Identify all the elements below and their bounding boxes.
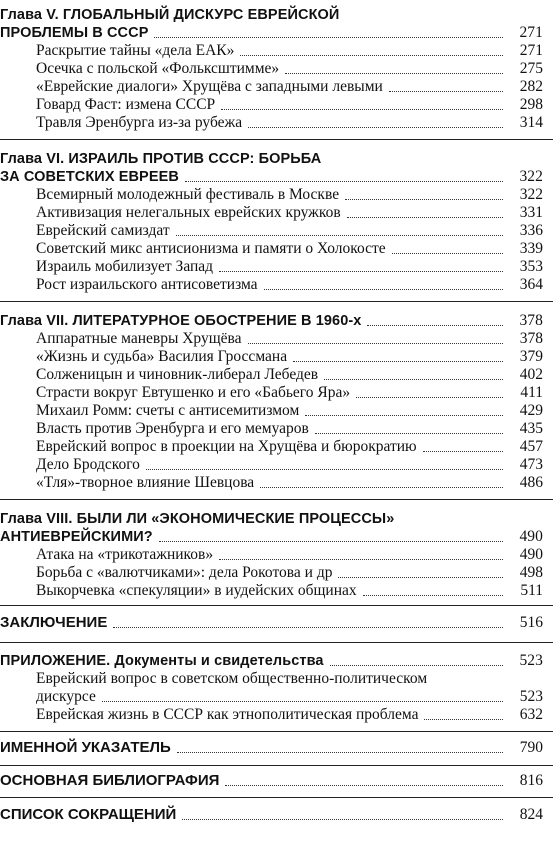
bibliography-title: ОСНОВНАЯ БИБЛИОГРАФИЯ (0, 772, 220, 789)
toc-entry[interactable] (0, 474, 553, 492)
dot-leader (154, 37, 503, 38)
abbreviations-heading[interactable] (0, 806, 553, 824)
conclusion-title: ЗАКЛЮЧЕНИЕ (0, 614, 108, 631)
toc-entry[interactable] (0, 240, 553, 258)
index-heading[interactable] (0, 739, 553, 757)
dot-leader (423, 451, 503, 452)
page-number: 379 (519, 348, 543, 365)
dot-leader (219, 271, 503, 272)
entry-label: «Еврейские диалоги» Хрущёва с западными левыми (36, 78, 383, 95)
toc-entry[interactable] (0, 438, 553, 456)
page-number: 353 (519, 258, 543, 275)
entry-label: Атака на «трикотажников» (36, 546, 214, 563)
dot-leader (159, 541, 503, 542)
page-number: 490 (519, 528, 543, 545)
entry-label: Советский микс антисионизма и памяти о Холокосте (36, 240, 386, 257)
entry-label: Еврейская жизнь в СССР как этнополитическая проблема (36, 706, 419, 723)
dot-leader (185, 181, 503, 182)
page-number: 339 (519, 240, 543, 257)
page-number: 298 (519, 96, 543, 113)
entry-label: «Жизнь и судьба» Василия Гроссмана (36, 348, 288, 365)
toc-entry[interactable] (0, 564, 553, 582)
page-number: 790 (519, 739, 543, 756)
toc-entry[interactable] (0, 546, 553, 564)
dot-leader (345, 199, 503, 200)
toc-entry[interactable] (0, 114, 553, 132)
dot-leader (315, 433, 503, 434)
page-number: 511 (520, 582, 543, 599)
page-number: 275 (519, 60, 543, 77)
entry-label: Дело Бродского (36, 456, 140, 473)
dot-leader (102, 701, 503, 702)
dot-leader (146, 469, 503, 470)
dot-leader (221, 109, 503, 110)
dot-leader (367, 325, 503, 326)
entry-label: Еврейский самиздат (36, 222, 170, 239)
appendix-heading[interactable] (0, 652, 553, 670)
appendix-item-1-line1: Еврейский вопрос в советском общественно-политическом (36, 670, 428, 687)
conclusion-heading[interactable] (0, 614, 553, 632)
section-divider (0, 642, 553, 643)
entry-label: Еврейский вопрос в проекции на Хрущёва и бюрократию (36, 438, 417, 455)
appendix-title: ПРИЛОЖЕНИЕ. Документы и свидетельства (0, 653, 324, 669)
page-number: 435 (519, 420, 543, 437)
page-number: 336 (519, 222, 543, 239)
dot-leader (182, 819, 503, 820)
dot-leader (240, 55, 503, 56)
chapter-7-title: Глава VII. ЛИТЕРАТУРНОЕ ОБОСТРЕНИЕ В 1960-х (0, 313, 362, 329)
page-number: 271 (519, 24, 543, 41)
page-number: 282 (519, 78, 543, 95)
toc-entry[interactable] (0, 688, 553, 706)
entry-label: Выкорчевка «спекуляции» в иудейских общинах (36, 582, 357, 599)
index-title: ИМЕННОЙ УКАЗАТЕЛЬ (0, 739, 171, 756)
toc-entry[interactable] (0, 42, 553, 60)
entry-label: Солженицын и чиновник-либерал Лебедев (36, 366, 319, 383)
toc-entry[interactable] (0, 384, 553, 402)
page-number: 378 (519, 312, 543, 329)
chapter-8-heading[interactable] (0, 528, 553, 546)
page-number: 364 (519, 276, 543, 293)
entry-label: Активизация нелегальных еврейских кружков (36, 204, 341, 221)
page-number: 473 (519, 456, 543, 473)
entry-label: Страсти вокруг Евтушенко и его «Бабьего Яра» (36, 384, 351, 401)
page-number: 411 (520, 384, 543, 401)
entry-label: Раскрытие тайны «дела ЕАК» (36, 42, 235, 59)
chapter-5-title-line1: Глава V. ГЛОБАЛЬНЫЙ ДИСКУРС ЕВРЕЙСКОЙ (0, 7, 340, 23)
entry-label: Говард Фаст: измена СССР (36, 96, 216, 113)
page-number: 429 (519, 402, 543, 419)
dot-leader (177, 752, 503, 753)
page-number: 516 (519, 614, 543, 631)
dot-leader (347, 217, 503, 218)
entry-label: Аппаратные маневры Хрущёва (36, 330, 242, 347)
dot-leader (330, 665, 503, 666)
page-number: 402 (519, 366, 543, 383)
chapter-5-title-line2: ПРОБЛЕМЫ В СССР (0, 25, 149, 41)
toc-entry[interactable] (0, 186, 553, 204)
section-divider (0, 499, 553, 500)
page-number: 490 (519, 546, 543, 563)
page-number: 824 (519, 806, 543, 823)
entry-label: Израиль мобилизует Запад (36, 258, 214, 275)
dot-leader (389, 91, 503, 92)
page-number: 632 (519, 706, 543, 723)
dot-leader (356, 397, 503, 398)
entry-label: Борьба с «валютчиками»: дела Рокотова и др (36, 564, 333, 581)
entry-label: Рост израильского антисоветизма (36, 276, 258, 293)
toc-entry[interactable] (0, 204, 553, 222)
dot-leader (248, 343, 503, 344)
toc-entry[interactable] (0, 582, 553, 600)
toc-entry[interactable] (0, 276, 553, 294)
toc-entry[interactable] (0, 60, 553, 78)
toc-entry[interactable] (0, 366, 553, 384)
page-number: 523 (519, 652, 543, 669)
section-divider (0, 605, 553, 606)
abbreviations-title: СПИСОК СОКРАЩЕНИЙ (0, 806, 177, 823)
dot-leader (285, 73, 503, 74)
bibliography-heading[interactable] (0, 772, 553, 790)
section-divider (0, 765, 553, 766)
page-number: 314 (519, 114, 543, 131)
chapter-6-heading[interactable] (0, 168, 553, 186)
toc-entry[interactable] (0, 348, 553, 366)
chapter-7-heading[interactable] (0, 312, 553, 330)
entry-label: дискурсе (36, 688, 96, 705)
dot-leader (264, 289, 503, 290)
toc-entry[interactable] (0, 706, 553, 724)
entry-label: Власть против Эренбурга и его мемуаров (36, 420, 309, 437)
toc-entry[interactable] (0, 222, 553, 240)
toc-entry[interactable] (0, 96, 553, 114)
chapter-5-heading[interactable] (0, 24, 553, 42)
section-divider (0, 797, 553, 798)
page-number: 523 (519, 688, 543, 705)
dot-leader (392, 253, 503, 254)
entry-label: Михаил Ромм: счеты с антисемитизмом (36, 402, 300, 419)
page-number: 331 (519, 204, 543, 221)
entry-label: Травля Эренбурга из-за рубежа (36, 114, 243, 131)
dot-leader (113, 627, 503, 628)
toc-entry[interactable] (0, 420, 553, 438)
page-number: 816 (519, 772, 543, 789)
page-number: 486 (519, 474, 543, 491)
toc-entry[interactable] (0, 258, 553, 276)
section-divider (0, 731, 553, 732)
dot-leader (293, 361, 503, 362)
dot-leader (260, 487, 503, 488)
entry-label: Осечка с польской «Фольксштимме» (36, 60, 280, 77)
dot-leader (363, 595, 503, 596)
chapter-8-title-line1: Глава VIII. БЫЛИ ЛИ «ЭКОНОМИЧЕСКИЕ ПРОЦЕССЫ» (0, 511, 395, 527)
dot-leader (219, 559, 503, 560)
section-divider (0, 139, 553, 140)
section-divider (0, 301, 553, 302)
page-number: 271 (519, 42, 543, 59)
dot-leader (225, 785, 503, 786)
page-number: 378 (519, 330, 543, 347)
toc-entry[interactable] (0, 402, 553, 420)
toc-entry[interactable] (0, 456, 553, 474)
chapter-8-title-line2: АНТИЕВРЕЙСКИМИ? (0, 529, 153, 545)
dot-leader (424, 719, 503, 720)
page-number: 322 (519, 186, 543, 203)
entry-label: Всемирный молодежный фестиваль в Москве (36, 186, 340, 203)
dot-leader (305, 415, 503, 416)
entry-label: «Тля»-творное влияние Шевцова (36, 474, 255, 491)
dot-leader (176, 235, 503, 236)
toc-entry[interactable] (0, 78, 553, 96)
dot-leader (338, 577, 503, 578)
chapter-6-title-line1: Глава VI. ИЗРАИЛЬ ПРОТИВ СССР: БОРЬБА (0, 151, 322, 167)
page-number: 498 (519, 564, 543, 581)
dot-leader (248, 127, 503, 128)
toc-entry[interactable] (0, 330, 553, 348)
page-number: 322 (519, 168, 543, 185)
page-number: 457 (519, 438, 543, 455)
dot-leader (324, 379, 503, 380)
chapter-6-title-line2: ЗА СОВЕТСКИХ ЕВРЕЕВ (0, 169, 179, 185)
